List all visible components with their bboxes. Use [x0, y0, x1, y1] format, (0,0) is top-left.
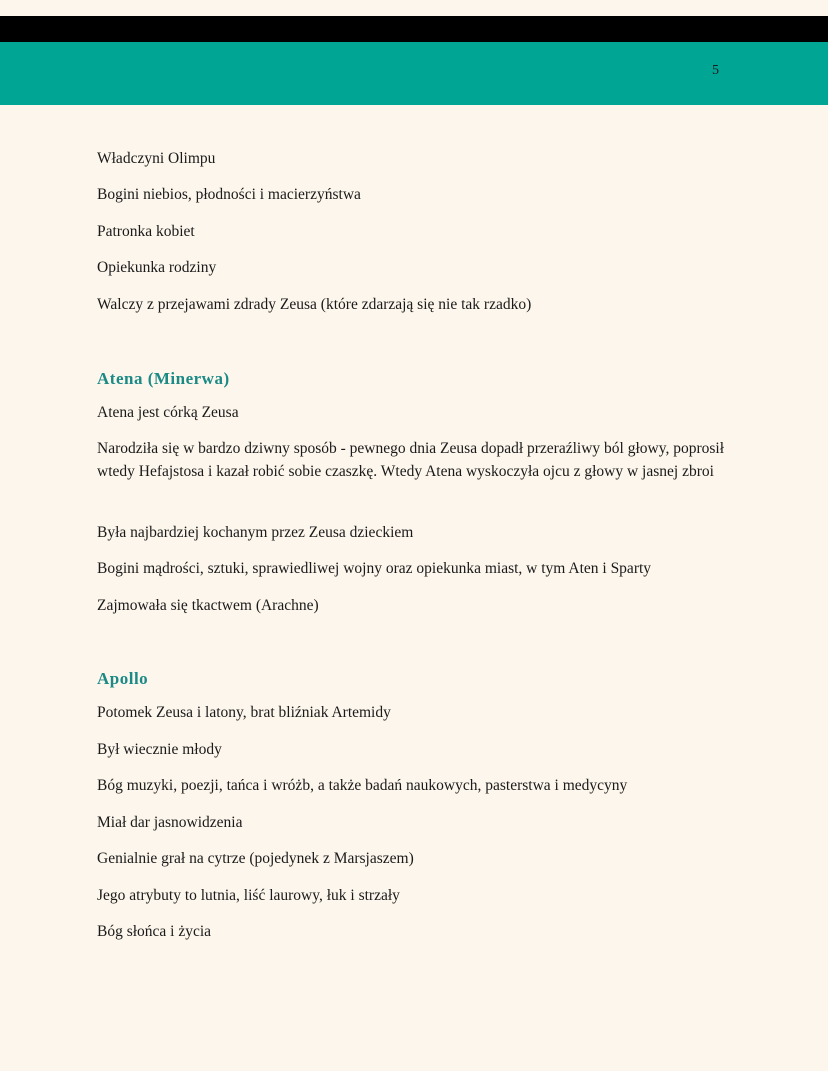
- atena-line: Bogini mądrości, sztuki, sprawiedliwej wojny oraz opiekunka miast, w tym Aten i Sparty: [97, 560, 652, 577]
- hera-line: Opiekunka rodziny: [97, 259, 217, 276]
- hera-line: Walczy z przejawami zdrady Zeusa (które zdarzają się nie tak rzadko): [97, 296, 532, 313]
- apollo-line: Miał dar jasnowidzenia: [97, 814, 243, 831]
- page-number: 5: [712, 63, 719, 78]
- apollo-line: Jego atrybuty to lutnia, liść laurowy, łuk i strzały: [97, 887, 400, 904]
- apollo-line: Bóg słońca i życia: [97, 923, 212, 940]
- atena-line: Zajmowała się tkactwem (Arachne): [97, 597, 319, 614]
- hera-line: Bogini niebios, płodności i macierzyństwa: [97, 186, 361, 203]
- section-heading-apollo: Apollo: [97, 669, 149, 688]
- apollo-line: Bóg muzyki, poezji, tańca i wróżb, a także badań naukowych, pasterstwa i medycyny: [97, 777, 628, 794]
- hera-line: Patronka kobiet: [97, 223, 195, 240]
- apollo-line: Potomek Zeusa i latony, brat bliźniak Artemidy: [97, 704, 391, 721]
- header-band: [0, 42, 828, 105]
- apollo-line: Genialnie grał na cytrze (pojedynek z Marsjaszem): [97, 850, 414, 867]
- section-heading-atena: Atena (Minerwa): [97, 369, 230, 388]
- atena-line: Była najbardziej kochanym przez Zeusa dzieckiem: [97, 524, 414, 541]
- apollo-line: Był wiecznie młody: [97, 741, 222, 758]
- atena-line: Atena jest córką Zeusa: [97, 404, 239, 421]
- hera-line: Władczyni Olimpu: [97, 150, 216, 167]
- atena-paragraph: Narodziła się w bardzo dziwny sposób - pewnego dnia Zeusa dopadł przeraźliwy ból głowy, poprosił wtedy Hefajstosa i kazał robić sobie czaszkę. Wtedy Atena wyskoczyła ojcu z głowy w jasnej zbroi: [97, 440, 725, 480]
- top-black-bar: [0, 16, 828, 42]
